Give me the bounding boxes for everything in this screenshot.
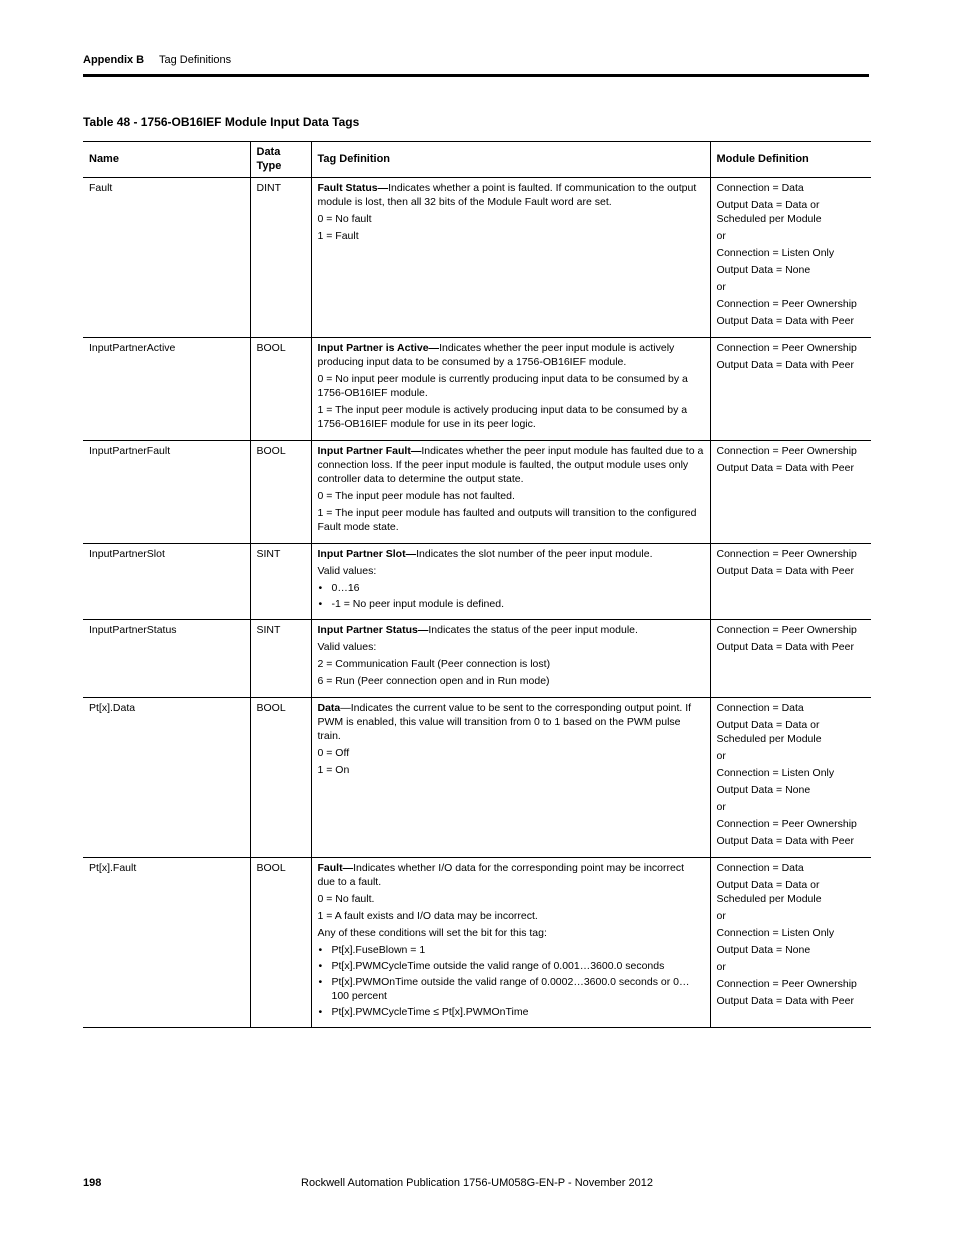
definition-text: Indicates whether the peer input module is actively producing input data to be consumed by a 1756-OB16IEF module. [317, 342, 675, 368]
definition-value: 0 = No fault. [317, 893, 375, 905]
cell-data-type: BOOL [250, 858, 311, 1028]
definition-title: Input Partner Slot— [317, 548, 417, 560]
cell-module-definition [710, 178, 871, 338]
col-header-tag-definition: Tag Definition [311, 142, 710, 178]
module-definition-line: Connection = Peer Ownership [716, 978, 857, 990]
table-row [83, 544, 871, 620]
definition-title: Data [317, 702, 341, 714]
cell-module-definition [710, 620, 871, 698]
module-definition-line: Output Data = Data with Peer [716, 641, 854, 653]
definition-paragraph [318, 861, 704, 889]
definition-paragraph [318, 547, 704, 561]
definition-value: 0 = No fault [317, 213, 372, 225]
module-definition-line: Connection = Listen Only [716, 767, 835, 779]
cell-name: Fault [83, 178, 250, 338]
module-definition-line: Output Data = Data with Peer [716, 995, 854, 1007]
definition-value: 6 = Run (Peer connection open and in Run mode) [317, 675, 550, 687]
cell-name: InputPartnerStatus [83, 620, 250, 698]
definition-paragraph [318, 444, 704, 486]
module-definition-line: Output Data = Data with Peer [716, 359, 854, 371]
module-definition-line: Connection = Peer Ownership [716, 818, 857, 830]
module-definition-line: Output Data = None [716, 784, 811, 796]
definition-paragraph [318, 341, 704, 369]
module-definition-line: or [716, 961, 726, 973]
cell-tag-definition [311, 178, 710, 338]
definition-title: Input Partner is Active— [317, 342, 440, 354]
definition-paragraph [318, 623, 704, 637]
definition-title: Fault Status— [317, 182, 389, 194]
cell-module-definition [710, 441, 871, 544]
module-definition-line: or [716, 750, 726, 762]
definition-title: Input Partner Fault— [317, 445, 422, 457]
definition-value: Valid values: [317, 565, 377, 577]
definition-text: Indicates whether the peer input module has faulted due to a connection loss. If the peer input module is faulted, the output module uses only controller data to determine the output state. [317, 445, 704, 485]
definition-value: 1 = On [317, 764, 350, 776]
cell-name: InputPartnerFault [83, 441, 250, 544]
cell-module-definition [710, 698, 871, 858]
list-item: • Pt[x].FuseBlown = 1 [318, 943, 704, 957]
col-header-module-definition: Module Definition [710, 142, 871, 178]
table-row [83, 858, 871, 1028]
definition-value: Valid values: [317, 641, 377, 653]
cell-module-definition [710, 338, 871, 441]
module-definition-line: Connection = Listen Only [716, 247, 835, 259]
definition-text: Indicates whether a point is faulted. If communication to the output module is lost, then all 32 bits of the Module Fault word are set. [317, 182, 697, 208]
section-label: Tag Definitions [159, 54, 232, 66]
col-header-data-type: Data Type [250, 142, 311, 178]
table-row [83, 441, 871, 544]
cell-module-definition [710, 858, 871, 1028]
definition-value: 2 = Communication Fault (Peer connection is lost) [317, 658, 551, 670]
module-definition-line: Connection = Data [716, 182, 804, 194]
cell-data-type: DINT [250, 178, 311, 338]
table-row [83, 620, 871, 698]
module-definition-line: Connection = Peer Ownership [716, 342, 857, 354]
module-definition-line: Connection = Peer Ownership [716, 298, 857, 310]
cell-data-type: BOOL [250, 441, 311, 544]
module-definition-line: Output Data = Data or Scheduled per Module [716, 199, 822, 225]
definition-text: Indicates the status of the peer input module. [428, 624, 638, 636]
module-definition-line: Connection = Data [716, 702, 804, 714]
cell-tag-definition [311, 620, 710, 698]
list-item: • 0…16 [318, 581, 704, 595]
table-row [83, 178, 871, 338]
definition-text: Indicates the slot number of the peer input module. [416, 548, 653, 560]
appendix-label: Appendix B [83, 54, 145, 66]
cell-name: Pt[x].Fault [83, 858, 250, 1028]
definition-bullet-list [318, 943, 704, 1019]
table-row [83, 698, 871, 858]
header-rule [83, 74, 869, 77]
publication-line: Rockwell Automation Publication 1756-UM058G-EN-P - November 2012 [301, 1177, 653, 1189]
definition-bullet-list [318, 581, 704, 611]
module-definition-line: Connection = Peer Ownership [716, 445, 857, 457]
page-number: 198 [83, 1177, 102, 1189]
module-definition-line: Connection = Data [716, 862, 804, 874]
module-definition-line: Output Data = Data or Scheduled per Module [716, 879, 822, 905]
list-item: • Pt[x].PWMCycleTime outside the valid range of 0.001…3600.0 seconds [318, 959, 704, 973]
col-header-name: Name [83, 142, 250, 178]
definition-value: 0 = Off [317, 747, 350, 759]
module-definition-line: Output Data = Data with Peer [716, 835, 854, 847]
module-definition-line: Output Data = Data or Scheduled per Module [716, 719, 822, 745]
module-definition-line: or [716, 281, 726, 293]
table-header-row [83, 142, 871, 178]
cell-data-type: SINT [250, 620, 311, 698]
cell-name: InputPartnerSlot [83, 544, 250, 620]
definition-value: 1 = The input peer module is actively producing input data to be consumed by a 1756-OB16IEF module for use in its peer logic. [317, 404, 688, 430]
cell-module-definition [710, 544, 871, 620]
definition-value: 0 = No input peer module is currently producing input data to be consumed by a 1756-OB16IEF module. [317, 373, 688, 399]
cell-name: InputPartnerActive [83, 338, 250, 441]
module-definition-line: or [716, 801, 726, 813]
table-body [83, 178, 871, 1028]
module-definition-line: Output Data = Data with Peer [716, 565, 854, 577]
definition-paragraph [318, 181, 704, 209]
module-definition-line: or [716, 230, 726, 242]
list-item: • Pt[x].PWMCycleTime ≤ Pt[x].PWMOnTime [318, 1005, 704, 1019]
cell-data-type: BOOL [250, 338, 311, 441]
definition-value: 1 = A fault exists and I/O data may be incorrect. [317, 910, 538, 922]
cell-tag-definition [311, 441, 710, 544]
cell-tag-definition [311, 338, 710, 441]
module-definition-line: Output Data = None [716, 264, 811, 276]
definition-text: —Indicates the current value to be sent to the corresponding output point. If PWM is enabled, this value will transition from 0 to 1 based on the PWM pulse train. [317, 702, 692, 742]
cell-data-type: SINT [250, 544, 311, 620]
definition-paragraph [318, 701, 704, 743]
module-definition-line: Output Data = Data with Peer [716, 315, 854, 327]
running-head [83, 53, 869, 67]
table-caption: Table 48 - 1756-OB16IEF Module Input Data Tags [83, 115, 360, 129]
module-definition-line: Connection = Listen Only [716, 927, 835, 939]
input-data-tags-table [83, 141, 871, 1028]
list-item: • Pt[x].PWMOnTime outside the valid range of 0.0002…3600.0 seconds or 0…100 percent [318, 975, 704, 1003]
cell-tag-definition [311, 698, 710, 858]
module-definition-line: or [716, 910, 726, 922]
cell-data-type: BOOL [250, 698, 311, 858]
definition-value: 1 = Fault [317, 230, 359, 242]
module-definition-line: Output Data = None [716, 944, 811, 956]
module-definition-line: Output Data = Data with Peer [716, 462, 854, 474]
definition-value: 1 = The input peer module has faulted and outputs will transition to the configured Fault mode state. [317, 507, 697, 533]
table-row [83, 338, 871, 441]
list-item: • -1 = No peer input module is defined. [318, 597, 704, 611]
module-definition-line: Connection = Peer Ownership [716, 624, 857, 636]
definition-title: Input Partner Status— [317, 624, 429, 636]
cell-name: Pt[x].Data [83, 698, 250, 858]
definition-text: Indicates whether I/O data for the corresponding point may be incorrect due to a fault. [317, 862, 685, 888]
definition-value: 0 = The input peer module has not faulted. [317, 490, 515, 502]
definition-title: Fault— [317, 862, 354, 874]
module-definition-line: Connection = Peer Ownership [716, 548, 857, 560]
cell-tag-definition [311, 858, 710, 1028]
cell-tag-definition [311, 544, 710, 620]
definition-value: Any of these conditions will set the bit for this tag: [317, 927, 547, 939]
